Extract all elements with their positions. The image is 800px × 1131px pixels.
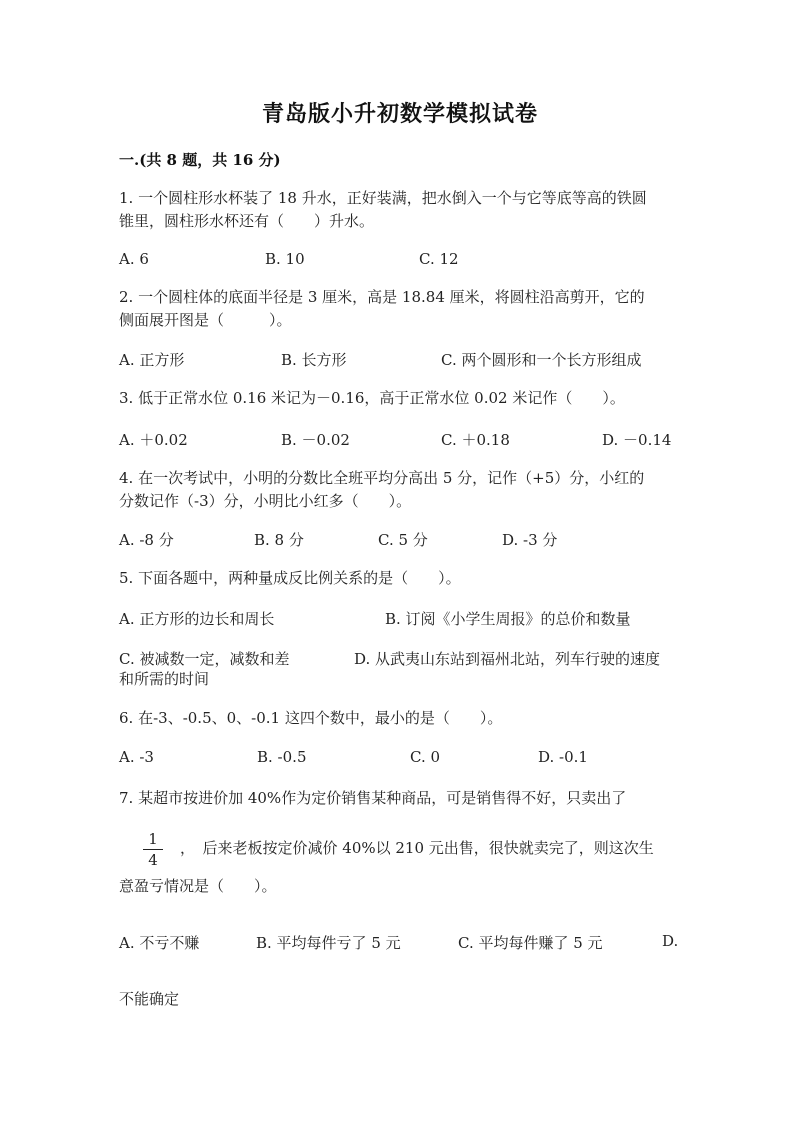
option-c[interactable]: C. 5 分 (378, 531, 428, 549)
fraction-numerator: 1 (148, 830, 158, 848)
option-c[interactable]: C. 两个圆形和一个长方形组成 (441, 351, 642, 369)
exam-title: 青岛版小升初数学模拟试卷 (261, 101, 538, 127)
option-b[interactable]: B. 8 分 (254, 531, 304, 549)
option-a[interactable]: A. 6 (119, 250, 149, 268)
question-text: ， 后来老板按定价减价 40%以 210 元出售，很快就卖完了，则这次生 (180, 839, 654, 857)
option-d[interactable]: D. 从武夷山东站到福州北站，列车行驶的速度 (354, 650, 661, 668)
option-a[interactable]: A. 不亏不赚 (119, 934, 200, 952)
fraction-bar (143, 849, 163, 850)
option-c[interactable]: C. 平均每件赚了 5 元 (458, 934, 603, 952)
question-text: 3. 低于正常水位 0.16 米记为－0.16，高于正常水位 0.02 米记作（ ）。 (119, 389, 625, 407)
section-header: 一.(共 8 题，共 16 分) (119, 151, 281, 169)
question-text: 分数记作（-3）分，小明比小红多（ ）。 (119, 492, 412, 510)
option-b[interactable]: B. 平均每件亏了 5 元 (256, 934, 401, 952)
option-a[interactable]: A. -3 (119, 748, 154, 766)
question-text: 6. 在-3、-0.5、0、-0.1 这四个数中，最小的是（ ）。 (119, 709, 503, 727)
option-b[interactable]: B. 长方形 (281, 351, 347, 369)
question-text: 锥里，圆柱形水杯还有（ ）升水。 (119, 212, 375, 230)
question-text: 1. 一个圆柱形水杯装了 18 升水，正好装满，把水倒入一个与它等底等高的铁圆 (119, 189, 647, 207)
question-text: 7. 某超市按进价加 40%作为定价销售某种商品，可是销售得不好，只卖出了 (119, 789, 627, 807)
option-d[interactable]: D. -0.1 (538, 748, 588, 766)
question-text: 5. 下面各题中，两种量成反比例关系的是（ ）。 (119, 569, 461, 587)
option-b[interactable]: B. －0.02 (281, 431, 350, 449)
option-d[interactable]: D. -3 分 (502, 531, 558, 549)
option-b[interactable]: B. 订阅《小学生周报》的总价和数量 (385, 610, 631, 628)
question-text: 4. 在一次考试中，小明的分数比全班平均分高出 5 分，记作（+5）分，小红的 (119, 469, 645, 487)
fraction-denominator: 4 (148, 851, 158, 869)
option-c[interactable]: C. 被减数一定，减数和差 (119, 650, 290, 668)
option-a[interactable]: A. 正方形的边长和周长 (119, 610, 275, 628)
option-b[interactable]: B. -0.5 (257, 748, 307, 766)
option-a[interactable]: A. ＋0.02 (119, 431, 188, 449)
question-text: 意盈亏情况是（ ）。 (119, 877, 277, 895)
option-d-continued: 不能确定 (119, 990, 180, 1008)
option-d[interactable]: D. －0.14 (602, 431, 672, 449)
option-d-continued: 和所需的时间 (119, 670, 210, 688)
question-text: 侧面展开图是（ ）。 (119, 311, 292, 329)
option-b[interactable]: B. 10 (265, 250, 305, 268)
option-d[interactable]: D. (662, 932, 679, 950)
option-c[interactable]: C. 0 (410, 748, 441, 766)
question-text: 2. 一个圆柱体的底面半径是 3 厘米，高是 18.84 厘米，将圆柱沿高剪开，它的 (119, 288, 645, 306)
fraction (143, 830, 163, 869)
option-c[interactable]: C. ＋0.18 (441, 431, 510, 449)
option-a[interactable]: A. -8 分 (119, 531, 174, 549)
option-c[interactable]: C. 12 (419, 250, 459, 268)
option-a[interactable]: A. 正方形 (119, 351, 185, 369)
